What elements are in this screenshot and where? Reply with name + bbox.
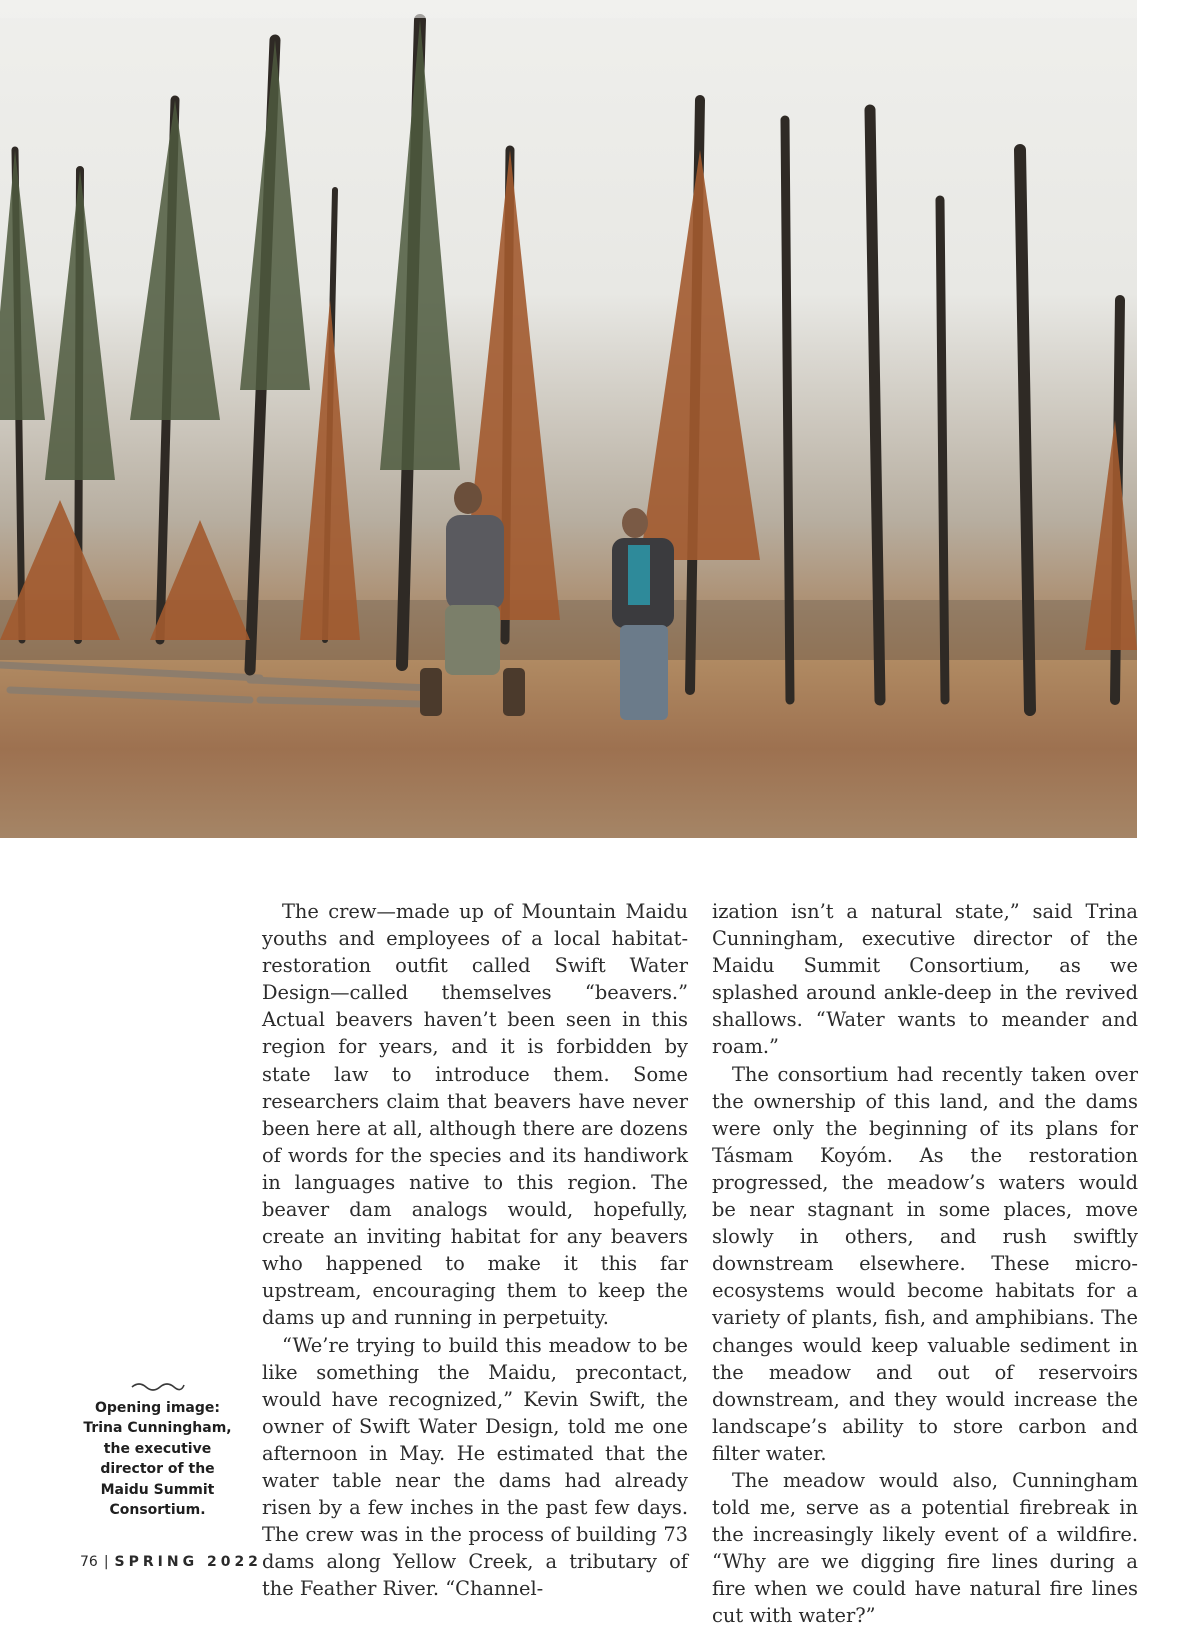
page-footer [80,1554,262,1570]
paragraph: The meadow would also, Cunningham told me, serve as a potential firebreak in the increasingly likely event of a wildfire. “Why are we digging fire lines during a fire when we could have natural fire lines cut with water?” [712,1468,1138,1628]
paragraph: The consortium had recently taken over the ownership of this land, and the dams were only the beginning of its plans for Tásmam Koyóm. As the restoration progressed, the meadow’s waters would be near stagnant in some places, move slowly in others, and rush swiftly downstream elsewhere. These micro-ecosystems would become habitats for a variety of plants, fish, and amphibians. The changes would keep valuable sediment in the meadow and out of reservoirs downstream, and they would increase the landscape’s ability to store carbon and filter water. [712,1062,1138,1465]
paragraph: The crew—made up of Mountain Maidu youths and employees of a local habitat-restoration outfit called Swift Water Design—called themselves “beavers.” Actual beavers haven’t been seen in this region for years, and it is forbidden by state law to introduce them. Some researchers claim that beavers have never been here at all, although there are dozens of words for the species and its handiwork in languages native to this region. The beaver dam analogs would, hopefully, create an inviting habitat for any beavers who happened to make it this far upstream, encouraging them to keep the dams up and running in perpetuity. [262,900,688,1330]
forest-meadow-illustration [0,0,1137,838]
paragraph: ization isn’t a natural state,” said Trina Cunningham, executive director of the Maidu Summit Consortium, as we splashed around ankle-deep in the revived shallows. “Water wants to meander and roam.” [712,900,1138,1059]
photo-caption: Opening image: Trina Cunningham, the executive director of the Maidu Summit Consortium. [83,1400,232,1519]
article-right-column [712,898,1138,1630]
article-left-column [262,898,688,1602]
footer-separator: | [103,1554,109,1570]
figure-man [612,508,674,720]
issue-label: SPRING 2022 [114,1554,262,1570]
paragraph: “We’re trying to build this meadow to be like something the Maidu, precontact, would have recognized,” Kevin Swift, the owner of Swift Water Design, told me one afternoon in May. He estimated that the water table near the dams had already risen by a few inches in the past few days. The crew was in the process of building 73 dams along Yellow Creek, a tributary of the Feather River. “Channel- [262,1333,688,1601]
opening-photo [0,0,1137,838]
wave-ornament-icon [130,1380,186,1392]
page-number: 76 [80,1554,98,1570]
